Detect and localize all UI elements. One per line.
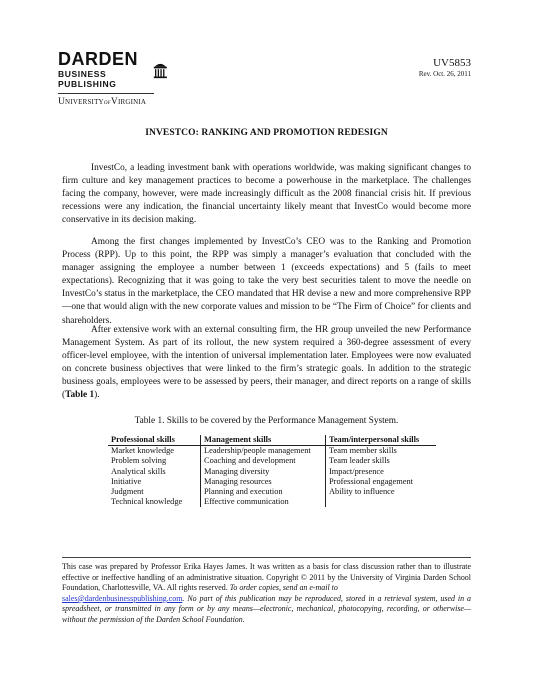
skills-table	[108, 435, 436, 507]
logo-university-text: UniversityofVirginia	[58, 97, 147, 107]
table-cell: Problem solving	[111, 456, 167, 466]
table-header-row	[108, 435, 436, 446]
table-row	[108, 477, 436, 487]
table-row	[108, 446, 436, 457]
copyright-footnote: This case was prepared by Professor Erika Hayes James. It was written as a basis for class discussion rather than to illustrate effective or ineffective handling of an administrative situation. Copyright © 2011 by the University of Virginia Darden School Foundation, Charlottesville, VA. All rights reserved. To order copies, send an e-mail to sales@dardenbusinesspublishing.com. No part of this publication may be reproduced, stored in a retrieval system, used in a spreadsheet, or transmitted in any form or by any means—electronic, mechanical, photocopying, recording, or otherwise—without the permission of the Darden School Foundation.	[62, 562, 471, 624]
table-cell: Managing resources	[201, 477, 326, 487]
table-cell: Team member skills	[326, 446, 437, 457]
document-id	[419, 57, 471, 79]
table-reference: Table 1	[65, 390, 95, 401]
sales-email-link[interactable]: sales@dardenbusinesspublishing.com	[62, 593, 183, 603]
revision-date: Rev. Oct. 26, 2011	[418, 70, 471, 78]
table-row	[108, 467, 436, 477]
table-cell: Analytical skills	[111, 466, 166, 476]
logo-business-publishing-text: BUSINESS PUBLISHING	[58, 69, 117, 89]
rotunda-icon	[153, 59, 168, 81]
table-cell: Market knowledge	[111, 446, 175, 456]
table-cell: Judgment	[111, 487, 144, 497]
column-header-management: Management skills	[201, 435, 326, 446]
table-cell: Initiative	[111, 476, 142, 486]
table-cell: Technical knowledge	[111, 497, 183, 507]
table-cell: Managing diversity	[201, 467, 326, 477]
table-cell: Professional engagement	[326, 477, 437, 487]
logo-divider	[58, 93, 154, 94]
darden-logo	[58, 50, 168, 107]
logo-darden-text: DARDEN	[58, 49, 139, 69]
column-header-professional: Professional skills	[108, 435, 201, 446]
case-title: INVESTCO: RANKING AND PROMOTION REDESIGN	[145, 128, 388, 138]
table-cell: Coaching and development	[201, 456, 326, 466]
table-cell: Effective communication	[201, 497, 326, 507]
table-cell	[326, 497, 437, 507]
table-row	[108, 456, 436, 466]
paragraph-1: InvestCo, a leading investment bank with operations worldwide, was making significant changes to firm culture and key management practices to become a powerhouse in the marketplace. The challenges facing the company, however, were made increasingly difficult as the 2008 financial crisis hit. If previous recessions were any indication, the financial uncertainty likely meant that InvestCo would become more conservative in its decision making.	[62, 163, 471, 226]
table-row	[108, 487, 436, 497]
table-caption: Table 1. Skills to be covered by the Performance Management System.	[134, 416, 399, 426]
paragraph-2: Among the first changes implemented by InvestCo’s CEO was to the Ranking and Promotion Process (RPP). Up to this point, the RPP was simply a manager’s evaluation that concluded with the manager assigning the employee a number between 1 (exceeds expectations) and 5 (fails to meet expectations). Recognizing that it was going to take the very best securities talent to move the needle on InvestCo’s status in the marketplace, the CEO mandated that HR devise a new and more comprehensive RPP—one that would align with the new corporate values and mission to be “The Firm of Choice” for clients and shareholders.	[62, 237, 471, 326]
document-code: UV5853	[433, 57, 471, 69]
table-cell: Impact/presence	[326, 467, 437, 477]
paragraph-3: After extensive work with an external consulting firm, the HR group unveiled the new Performance Management System. As part of its rollout, the new system required a 360-degree assessment of every officer-level employee, with the intention of universal implementation later. Employees were now evaluated on concrete business objectives that were linked to the firm’s strategic goals. In addition to the strategic business goals, employees were to be assessed by peers, their manager, and direct reports on a range of skills (Table 1).	[62, 325, 471, 401]
footnote-divider	[62, 557, 471, 558]
table-cell: Planning and execution	[201, 487, 326, 497]
table-cell: Ability to influence	[326, 487, 437, 497]
table-row	[108, 497, 436, 507]
column-header-team: Team/interpersonal skills	[326, 435, 437, 446]
table-cell: Leadership/people management	[201, 446, 326, 457]
table-cell: Team leader skills	[326, 456, 437, 466]
